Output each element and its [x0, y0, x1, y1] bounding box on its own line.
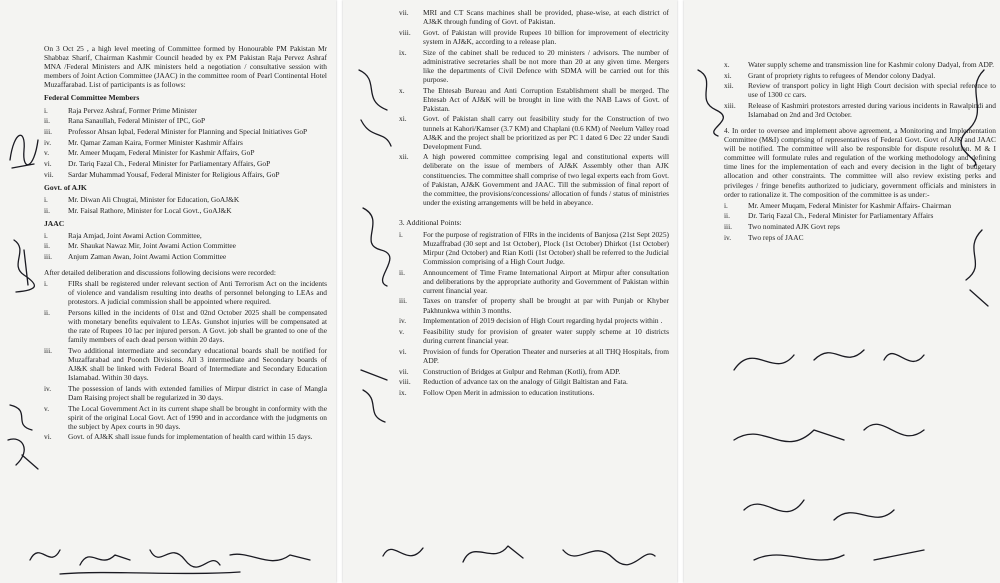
list-item: v. The Local Government Act in its current shape shall be brought in conformity with the spirit of the original Local Govt. Act of 1990 and in accordance with the judgments on the subject by Apex courts in 90 days. [44, 403, 327, 431]
intro-paragraph: On 3 Oct 25 , a high level meeting of Committee formed by Honourable PM Pakistan Mr Shabbaz Sharif, Chairman Kashmir Council headed by ex PM Pakistan Raja Pervez Ashraf MNA /Federal Ministers and AJK ministers held a negotiation / consultative session with members of Joint Action Committee (JAAC) in the committee room of Pearl Continental Hotel Muzaffarabad. List of participants is as follows: [44, 44, 327, 90]
list-item: xi. Grant of propriety rights to refugees of Mendor colony Dadyal. [724, 70, 936, 80]
list-item: xii. A high powered committee comprising legal and constitutional experts will deliberate on the issue of members of AJ&K Assembly other than AJK constituencies. The committee shall comprise of two legal experts each from Govt. of Pakistan, AJ&K Government and JAAC. Till the submission of final report of the committee, the provisions/concessions/ allocation of funds / status of ministries under the existing arrangements will be held in abeyance. [399, 152, 669, 207]
page-3-text [724, 60, 996, 243]
list-item: xii. Review of transport policy in light High Court decision with special reference to use of 1300 cc cars. [724, 81, 996, 100]
list-item: vii. Construction of Bridges at Gulpur and Rehman (Kotli), from ADP. [399, 366, 621, 376]
list-item: iii. Two additional intermediate and secondary educational boards shall be notified for Muzaffarabad and Poonch Divisions. All 3 intermediate and Secondary boards of AJ&K shall be linked with Federal Board of Intermediate and Secondary Education Islamabad. Within 30 days. [44, 345, 327, 383]
decisions-list [44, 279, 327, 442]
list-item: i. Raja Pervez Ashraf, Former Prime Minister [44, 105, 197, 115]
list-item: ii. Announcement of Time Frame International Airport at Mirpur after consultation and deliberations by the appropriate authority and Government of Pakistan within current financial year. [399, 267, 669, 295]
list-item: vii. Sardar Muhammad Yousaf, Federal Minister for Religious Affairs, GoP [44, 169, 280, 179]
signature-mark [351, 360, 397, 430]
list-item: iv. Implementation of 2019 decision of High Court regarding hydal projects within . [399, 316, 663, 326]
list-item: i. Mr. Ameer Muqam, Federal Minister for Kashmir Affairs- Chairman [724, 200, 952, 210]
additional-points-heading: 3. Additional Points: [399, 217, 462, 227]
signature-mark [351, 60, 397, 150]
federal-heading: Federal Committee Members [44, 93, 140, 103]
list-item: ii. Dr. Tariq Fazal Ch., Federal Minister for Parliamentary Affairs [724, 211, 934, 221]
list-item: ii. Mr. Shaukat Nawaz Mir, Joint Awami Action Committee [44, 241, 236, 251]
list-item: vi. Dr. Tariq Fazal Ch., Federal Minister for Parliamentary Affairs, GoP [44, 159, 271, 168]
signatures-row [373, 526, 663, 580]
list-item: viii. Govt. of Pakistan will provide Rupees 10 billion for improvement of electricity system in AJ&K, according to a release plan. [399, 27, 669, 46]
document-page-3 [684, 0, 1000, 583]
list-item: i. Raja Amjad, Joint Awami Action Committee, [44, 230, 202, 240]
list-item: ii. Persons killed in the incidents of 01st and 02nd October 2025 shall be compensated with monetary benefits equivalent to LEAs. Gunshot injuries will be compensated at the rate of Rupees 10 lac per injured person. A Govt. job shall be granted to one of the family members of each dead person within 20 days. [44, 307, 327, 345]
signature-mark [688, 60, 724, 140]
federal-members-list [44, 106, 327, 179]
list-item: vi. Govt. of AJ&K shall issue funds for implementation of health card within 15 days. [44, 432, 313, 442]
signature-mark [4, 230, 44, 300]
list-item: v. Feasibility study for provision of greater water supply scheme at 10 districts during current financial year. [399, 326, 669, 346]
list-item: ii. Mr. Faisal Rathore, Minister for Local Govt., GoAJ&K [44, 205, 232, 215]
list-item: ii. Rana Sanaullah, Federal Minister of IPC, GoP [44, 116, 206, 126]
signature-mark [351, 200, 397, 290]
list-item: vi. Provision of funds for Operation Theater and nurseries at all THQ Hospitals, from ADP. [399, 346, 669, 365]
signatures-block [724, 330, 964, 580]
jaac-heading: JAAC [44, 218, 65, 228]
list-item: iv. The possession of lands with extended families of Mirpur district in case of Mangla Dam Raising project shall be regularized in 30 days. [44, 383, 327, 402]
signature-mark [2, 395, 44, 475]
list-item: i. Mr. Diwan Ali Chugtai, Minister for Education, GoAJ&K [44, 194, 240, 204]
jaac-members-list [44, 231, 327, 261]
committee-composition-list [724, 201, 996, 242]
list-item: i. For the purpose of registration of FIRs in the incidents of Banjosa (21st Sept 2025) Muzaffrabad (30 sept and 1st October), Plock (1st October) Dhirkot (1st October) Mirpur (2nd October) and Rian Kotli (1st October) shall be referred to the Judicial Commission comprising of a High Court Judge. [399, 229, 669, 266]
list-item: iii. Anjum Zaman Awan, Joint Awami Action Committee [44, 252, 227, 262]
additional-points-list [399, 230, 669, 397]
list-item: xi. Govt. of Pakistan shall carry out feasibility study for the Construction of two tunnels at Kahori/Kamser (3.7 KM) and Chaplani (0.6 KM) of Neelum Valley road AJ&K and the project shall be prioritized as per PC 1 dated 6 Dec 22 under Saudi Development Fund. [399, 114, 669, 151]
ajk-members-list [44, 195, 327, 215]
list-item: vii. MRI and CT Scans machines shall be provided, phase-wise, at each district of AJ&K through funding of Govt. of Pakistan. [399, 8, 669, 27]
page-2-text [399, 8, 669, 399]
signature-mark [4, 120, 44, 180]
list-item: ix. Follow Open Merit in admission to education institutions. [399, 387, 595, 397]
ajk-heading: Govt. of AJK [44, 182, 87, 192]
list-item: ix. Size of the cabinet shall be reduced to 20 ministers / advisors. The number of administrative secretaries shall be not more than 20 at any given time. Mergers like the departments of Civil Defence with SDMA will be carried out for this purpose. [399, 47, 669, 84]
monitoring-committee-paragraph: 4. In order to oversee and implement above agreement, a Monitoring and Implementation Committee (M&I) comprising of representatives of Federal Govt. Govt of AJK and JAAC will be notified. The committee will also be responsible for dispute resolution. M & I committee will formulate rules and regulation of the working methodology and defining time lines for the implementation of each and every decision in the light of budgetary allocation and other constraints. The committee will also review existing perks and privileges / fringe benefits authorized to judiciary, government officials and ministers in order to rationalize it. The composition of the committee is as under:- [724, 125, 996, 199]
list-item: v. Mr. Ameer Muqam, Federal Minister for Kashmir Affairs, GoP [44, 148, 255, 158]
list-item: i. FIRs shall be registered under relevant section of Anti Terrorism Act on the incidents of violence and vandalism resulting into deaths of personnel belonging to LEAs and protestors. A judicial commission shall be appointed where required. [44, 278, 327, 307]
list-item: iii. Professor Ahsan Iqbal, Federal Minister for Planning and Special Initiatives GoP [44, 126, 308, 136]
signatures-row [20, 530, 320, 580]
list-item: x. Water supply scheme and transmission line for Kashmir colony Dadyal, from ADP. [724, 60, 994, 69]
list-item: xiii. Release of Kashmiri protestors arrested during various incidents in Rawalpindi and Islamabad on 2nd and 3rd October. [724, 101, 996, 120]
list-item: iv. Mr. Qamar Zaman Kaira, Former Minister Kashmir Affairs [44, 137, 243, 147]
list-item: viii. Reduction of advance tax on the analogy of Gilgit Baltistan and Fata. [399, 377, 628, 387]
list-item: iii. Two nominated AJK Govt reps [724, 222, 840, 232]
list-item: x. The Ehtesab Bureau and Anti Corruption Establishment shall be merged. The Ehtesab Act of AJ&K will be brought in line with the NAB Laws of Govt. of Pakistan. [399, 85, 669, 113]
list-item: iv. Two reps of JAAC [724, 232, 804, 242]
document-page-2 [343, 0, 677, 583]
decisions-list-continued [399, 8, 669, 207]
additional-points-list-continued [724, 60, 996, 119]
list-item: iii. Taxes on transfer of property shall be brought at par with Punjab or Khyber Pakhtunkwa within 3 months. [399, 296, 669, 315]
document-page-1 [0, 0, 336, 583]
page-1-text [44, 44, 327, 443]
decisions-intro: After detailed deliberation and discussions following decisions were recorded: [44, 267, 276, 277]
